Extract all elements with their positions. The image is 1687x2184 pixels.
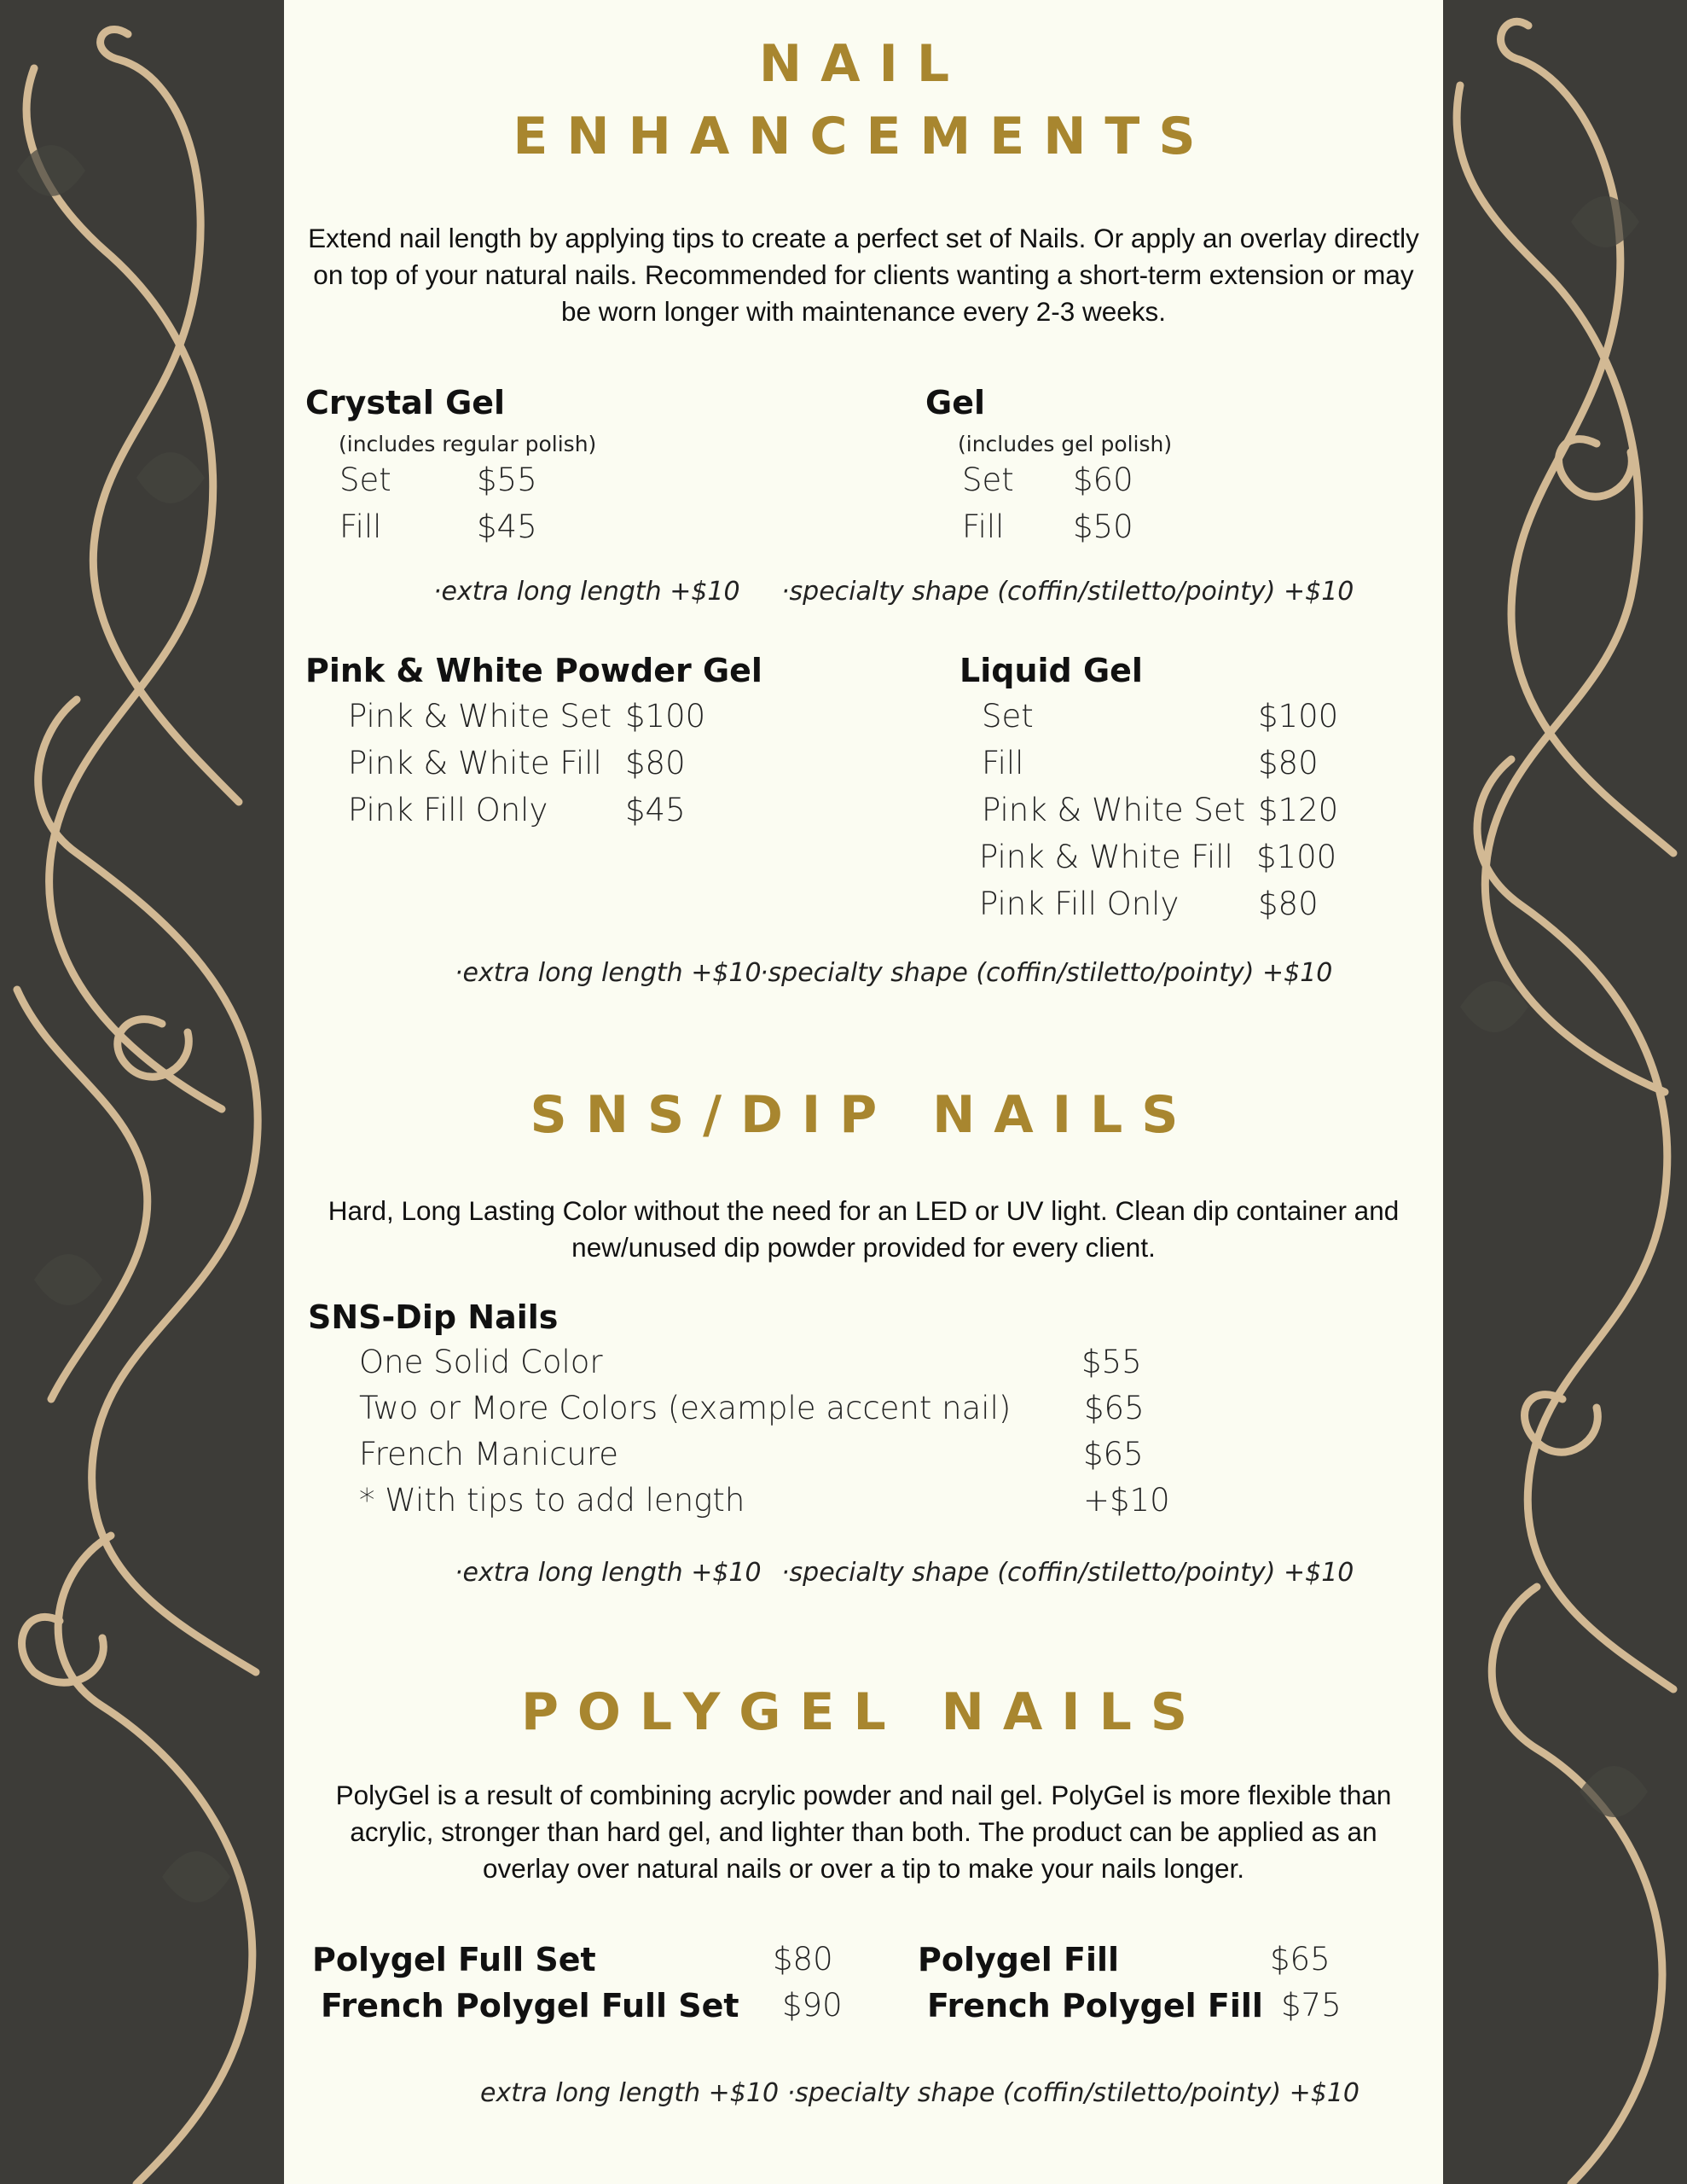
gel-note: (includes gel polish) bbox=[958, 432, 1173, 456]
nail-enhancements-heading-line1: NAIL bbox=[758, 34, 969, 94]
crystal-gel-extra-note: ·extra long length +$10 bbox=[433, 577, 740, 607]
liquid-gel-item-label: Set bbox=[982, 698, 1034, 735]
pink-white-item-label: Pink Fill Only bbox=[348, 792, 548, 828]
polygel-item-label: Polygel Full Set bbox=[312, 1941, 596, 1978]
nail-enhancements-heading-line2: ENHANCEMENTS bbox=[513, 107, 1215, 166]
sns-extra-shape-note: ·specialty shape (coffin/stiletto/pointy) +$10 bbox=[781, 1558, 1354, 1588]
sns-item-price: +$10 bbox=[1083, 1482, 1170, 1519]
polygel-item-label: French Polygel Full Set bbox=[321, 1987, 739, 2024]
liquid-gel-item-price: $120 bbox=[1258, 792, 1339, 828]
crystal-gel-set-price: $55 bbox=[477, 462, 537, 498]
menu-panel bbox=[284, 0, 1443, 2184]
liquid-gel-item-label: Pink & White Fill bbox=[979, 839, 1233, 875]
sns-description bbox=[284, 1193, 1443, 1266]
crystal-gel-title: Crystal Gel bbox=[305, 384, 506, 421]
polygel-item-label: French Polygel Fill bbox=[927, 1987, 1263, 2024]
description-line: Hard, Long Lasting Color without the need for an LED or UV light. Clean dip container and bbox=[328, 1195, 1400, 1226]
liquid-gel-item-label: Fill bbox=[982, 745, 1024, 781]
description-line: on top of your natural nails. Recommended for clients wanting a short-term extension or may bbox=[313, 259, 1414, 290]
sns-item-label: French Manicure bbox=[359, 1436, 619, 1472]
polygel-item-price: $75 bbox=[1281, 1987, 1342, 2024]
gel-set-label: Set bbox=[962, 462, 1014, 498]
left-decorative-border bbox=[0, 0, 284, 2184]
gel-title: Gel bbox=[925, 384, 985, 421]
crystal-gel-fill-label: Fill bbox=[339, 508, 382, 545]
sns-heading: SNS/DIP NAILS bbox=[530, 1085, 1197, 1145]
sns-extra-length-note: ·extra long length +$10 bbox=[455, 1558, 762, 1588]
description-line: PolyGel is a result of combining acrylic powder and nail gel. PolyGel is more flexible than bbox=[335, 1780, 1392, 1810]
sns-item-label: * With tips to add length bbox=[359, 1482, 745, 1519]
description-line: overlay over natural nails or over a tip to make your nails longer. bbox=[483, 1853, 1244, 1884]
gel-fill-label: Fill bbox=[962, 508, 1005, 545]
polygel-heading: POLYGEL NAILS bbox=[520, 1682, 1207, 1742]
sns-item-price: $55 bbox=[1081, 1344, 1142, 1380]
pink-white-item-label: Pink & White Set bbox=[348, 698, 612, 735]
liquid-gel-item-label: Pink & White Set bbox=[982, 792, 1246, 828]
gel-extra-note: ·specialty shape (coffin/stiletto/pointy) +$10 bbox=[781, 577, 1354, 607]
liquid-gel-title: Liquid Gel bbox=[959, 652, 1143, 689]
sns-item-price: $65 bbox=[1084, 1390, 1145, 1426]
description-line: Extend nail length by applying tips to create a perfect set of Nails. Or apply an overlay directly bbox=[308, 223, 1419, 253]
polygel-item-price: $65 bbox=[1270, 1941, 1330, 1978]
description-line: acrylic, stronger than hard gel, and lighter than both. The product can be applied as an bbox=[350, 1816, 1377, 1847]
pink-white-item-price: $80 bbox=[625, 745, 686, 781]
crystal-gel-fill-price: $45 bbox=[477, 508, 537, 545]
sns-item-price: $65 bbox=[1083, 1436, 1144, 1472]
liquid-gel-item-price: $100 bbox=[1258, 698, 1339, 735]
pink-white-item-label: Pink & White Fill bbox=[348, 745, 602, 781]
pink-white-item-price: $100 bbox=[625, 698, 706, 735]
pink-white-item-price: $45 bbox=[625, 792, 686, 828]
gel-set-price: $60 bbox=[1073, 462, 1133, 498]
swirl-ornament-left bbox=[0, 0, 284, 2184]
pink-white-title: Pink & White Powder Gel bbox=[305, 652, 762, 689]
polygel-item-price: $80 bbox=[773, 1941, 833, 1978]
swirl-ornament-right bbox=[1443, 0, 1687, 2184]
crystal-gel-set-label: Set bbox=[339, 462, 391, 498]
polygel-item-price: $90 bbox=[782, 1987, 843, 2024]
liquid-gel-item-price: $100 bbox=[1256, 839, 1337, 875]
liquid-gel-item-price: $80 bbox=[1258, 886, 1319, 922]
nail-enhancements-description bbox=[284, 220, 1443, 330]
polygel-extra-note: extra long length +$10 ·specialty shape (coffin/stiletto/pointy) +$10 bbox=[480, 2078, 1360, 2108]
sns-title: SNS-Dip Nails bbox=[308, 1298, 559, 1336]
enhancements-extra-length-note: ·extra long length +$10 bbox=[455, 958, 762, 988]
liquid-gel-item-label: Pink Fill Only bbox=[979, 886, 1180, 922]
right-decorative-border bbox=[1443, 0, 1687, 2184]
crystal-gel-note: (includes regular polish) bbox=[339, 432, 597, 456]
polygel-item-label: Polygel Fill bbox=[918, 1941, 1120, 1978]
gel-fill-price: $50 bbox=[1073, 508, 1133, 545]
enhancements-extra-shape-note: ·specialty shape (coffin/stiletto/pointy) +$10 bbox=[760, 958, 1333, 988]
liquid-gel-item-price: $80 bbox=[1258, 745, 1319, 781]
description-line: be worn longer with maintenance every 2-3 weeks. bbox=[560, 296, 1167, 327]
sns-item-label: One Solid Color bbox=[359, 1344, 603, 1380]
polygel-description bbox=[284, 1777, 1443, 1887]
sns-item-label: Two or More Colors (example accent nail) bbox=[359, 1390, 1012, 1426]
description-line: new/unused dip powder provided for every client. bbox=[571, 1232, 1156, 1263]
